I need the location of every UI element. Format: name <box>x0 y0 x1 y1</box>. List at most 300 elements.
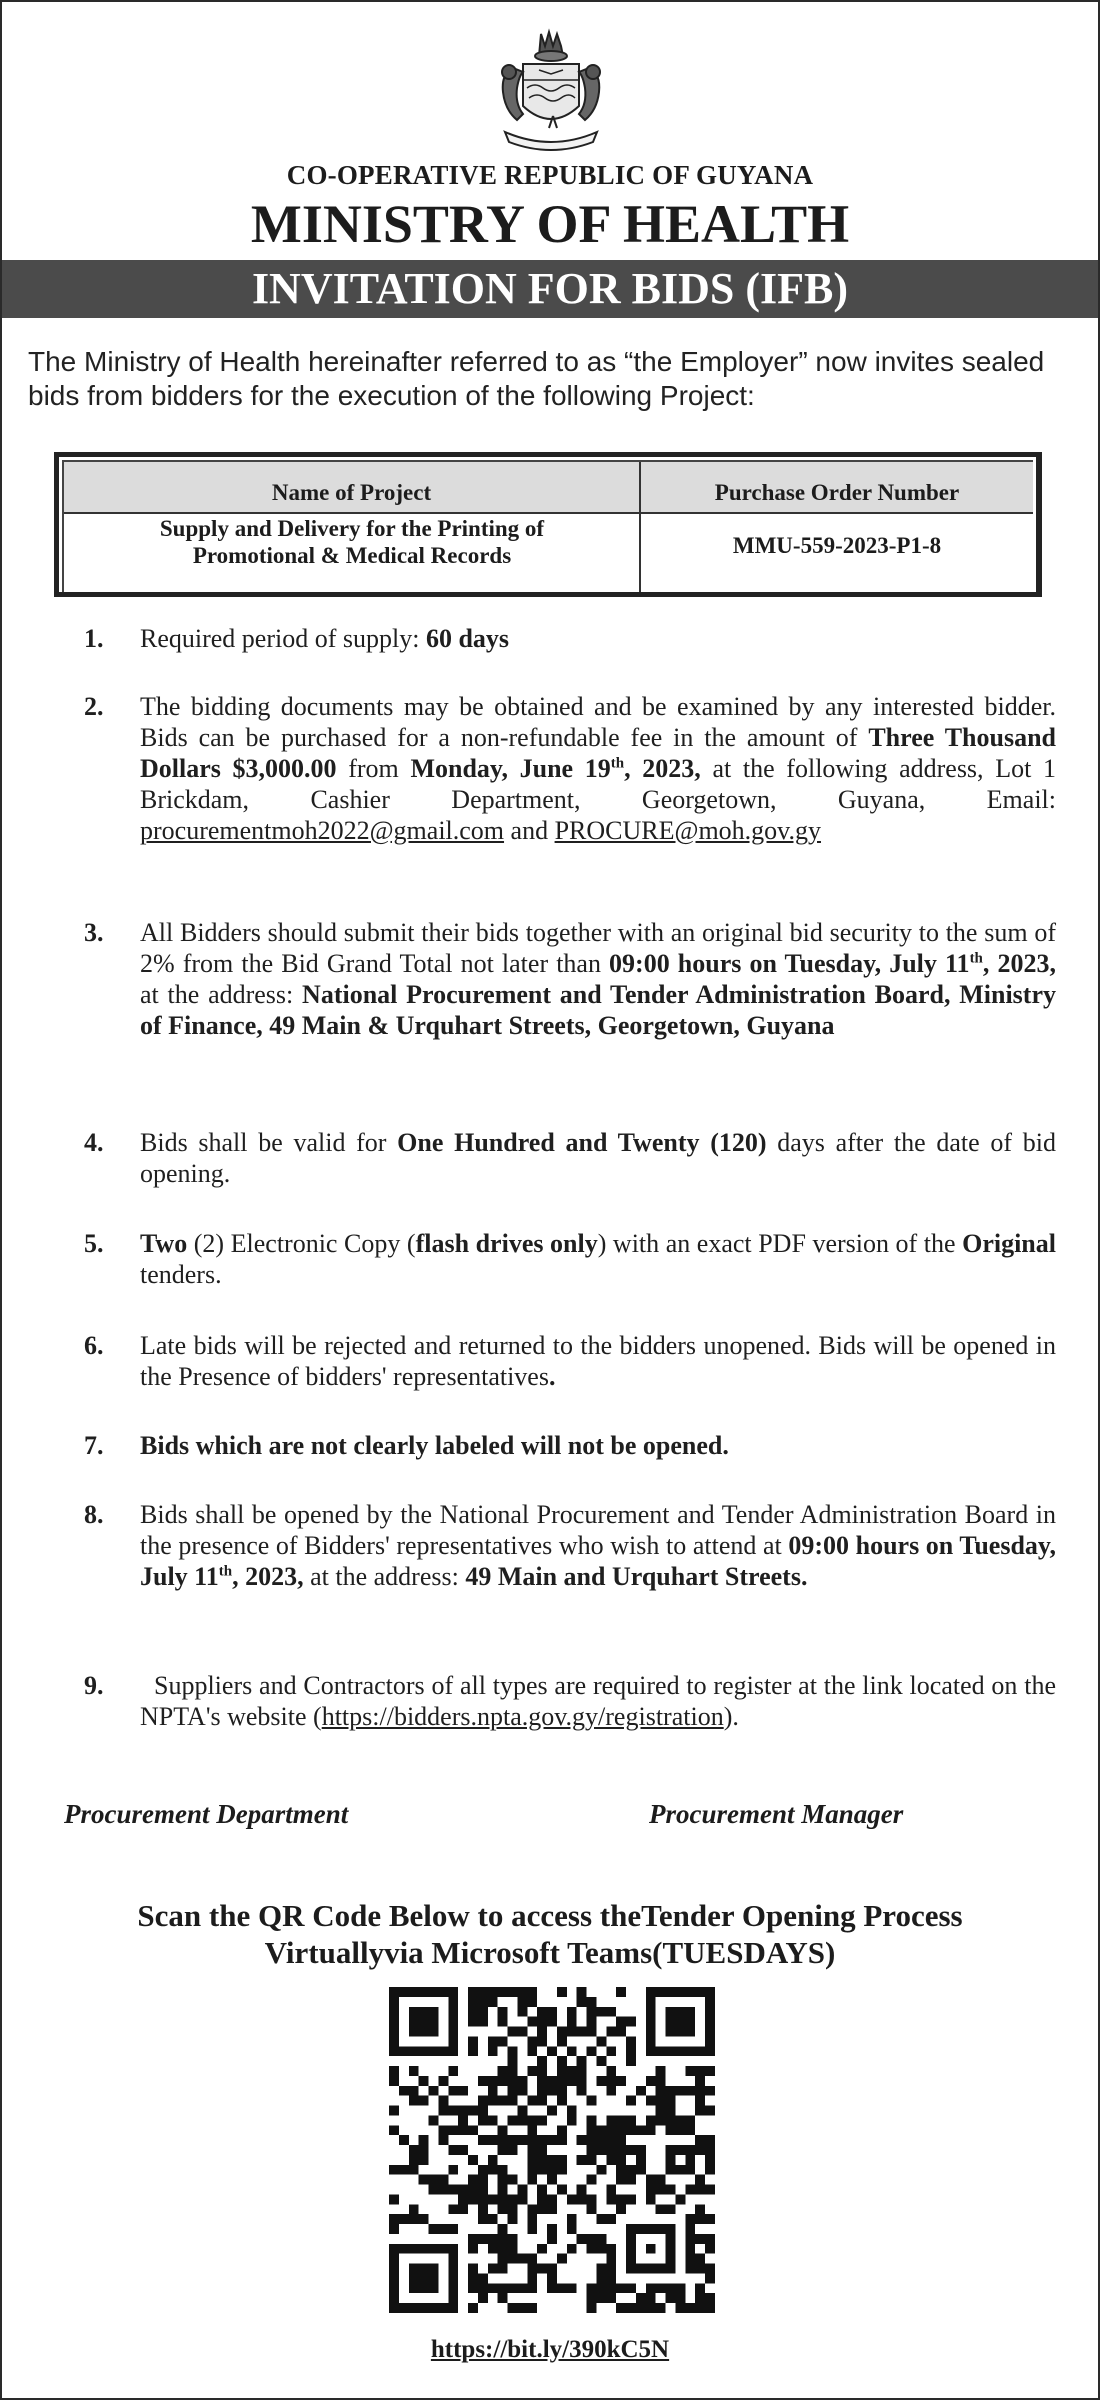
qr-module <box>685 2303 695 2313</box>
qr-module <box>508 2175 518 2185</box>
qr-module <box>656 2066 666 2076</box>
qr-module <box>498 2194 508 2204</box>
qr-module <box>478 2194 488 2204</box>
qr-module <box>596 2234 606 2244</box>
qr-module <box>438 2185 448 2195</box>
email-link-procure[interactable]: PROCURE@moh.gov.gy <box>554 816 821 845</box>
qr-module <box>389 2214 399 2224</box>
qr-module <box>517 2027 527 2037</box>
qr-module <box>508 2145 518 2155</box>
qr-module <box>537 2194 547 2204</box>
qr-module <box>557 2036 567 2046</box>
qr-module <box>587 1997 597 2007</box>
qr-module <box>517 2106 527 2116</box>
qr-module <box>517 2135 527 2145</box>
qr-module <box>557 2066 567 2076</box>
ifb-notice: CO-OPERATIVE REPUBLIC OF GUYANA MINISTRY OF HEALTH INVITATION FOR BIDS (IFB) The Ministry of Health hereinafter referred to as “the Employer” now invites sealed bids from bidders for the execution of the following Project: Name of Project Purchase Order Number Supply and Delivery for the Printing of Promotional & Medical Records MMU-559-2023-P1-8 1. Required period of supply: 60 days 2. The bidding documents may be obtained and be examined by any interested bidder. Bids can be purchased for a non-refundable fee in the amount of Three Thousand Dollars $3,000.00 from Monday, June 19th, 2023, at the following address, Lot 1 Brickdam, Cashier Department, Georgetown, Guyana, Email: procurementmoh2022@gmail.com and PROCURE@moh.gov.gy 3. All Bidders should submit their bids together with an original bid security to the sum of 2% from the Bid Grand Total not later than 09:00 hours on Tuesday, July 11th, 2023, at the address: National Procurement and Tender Administration Board, Ministry of Finance, 49 Main & Urquhart Streets, Georgetown, Guyana 4. Bids shall be valid for One Hundred and Twenty (120) days after the date of bid opening. 5. Two (2) Electronic Copy (flash drives only) with an exact PDF version of the Original tenders. 6. Late bids will be rejected and returned to the bidders unopened. Bids will be opened in the Presence of bidders' representatives. 7. Bids which are not clearly labeled will not be opened. 8. Bids shall be opened by the National Procurement and Tender Administration Board in the presence of Bidders' representatives who wish to attend at 09:00 hours on Tuesday, July 11th, 2023, at the address: 49 Main and Urquhart Streets. 9. Suppliers and Contractors of all types are required to register at the link located on the NPTA's website (https://bidders.npta.gov.gy/registration). Procurement Department Procurement Manager Scan the QR Code Below to access theTender Opening Process Virtuallyvia Microsoft Teams(TUESDAYS) https://bit.ly/390kC5N <box>0 0 1100 2400</box>
qr-module <box>606 2135 616 2145</box>
qr-module <box>695 2293 705 2303</box>
qr-instructions: Scan the QR Code Below to access theTender Opening Process Virtuallyvia Microsoft Teams(TUESDAYS) <box>137 1898 963 1970</box>
qr-module <box>606 2214 616 2224</box>
qr-module <box>517 2086 527 2096</box>
qr-module <box>695 2254 705 2264</box>
country-title: CO-OPERATIVE REPUBLIC OF GUYANA <box>286 160 814 190</box>
qr-module <box>508 2234 518 2244</box>
qr-module <box>537 2086 547 2096</box>
qr-module <box>606 2185 616 2195</box>
qr-module <box>675 2303 685 2313</box>
qr-module <box>695 2106 705 2116</box>
qr-module <box>419 2135 429 2145</box>
qr-module <box>458 2185 468 2195</box>
qr-module <box>705 2303 715 2313</box>
qr-module <box>498 2283 508 2293</box>
qr-module <box>606 2066 616 2076</box>
qr-module <box>577 1987 587 1997</box>
email-link-procurementmoh[interactable]: procurementmoh2022@gmail.com <box>140 816 505 845</box>
qr-module <box>527 2224 537 2234</box>
qr-module <box>389 2106 399 2116</box>
qr-module <box>606 2046 616 2056</box>
qr-module <box>498 2244 508 2254</box>
qr-module <box>577 2027 587 2037</box>
qr-module <box>508 2096 518 2106</box>
qr-module <box>468 2125 478 2135</box>
qr-module <box>438 2224 448 2234</box>
qr-module <box>547 2135 557 2145</box>
qr-module <box>488 1987 498 1997</box>
qr-module <box>656 2175 666 2185</box>
qr-module <box>527 2204 537 2214</box>
qr-module <box>389 2165 399 2175</box>
qr-module <box>498 2017 508 2027</box>
qr-module <box>557 2254 567 2264</box>
qr-module <box>517 2254 527 2264</box>
qr-module <box>399 2086 409 2096</box>
qr-module <box>646 2283 656 2293</box>
qr-module <box>438 2106 448 2116</box>
qr-module <box>587 2125 597 2135</box>
qr-module <box>389 2066 399 2076</box>
qr-module <box>685 2066 695 2076</box>
qr-module <box>587 2283 597 2293</box>
qr-module <box>666 2155 676 2165</box>
qr-module <box>448 2066 458 2076</box>
qr-module <box>448 2106 458 2116</box>
qr-module <box>419 2155 429 2165</box>
qr-module <box>567 2214 577 2224</box>
qr-code-icon[interactable] <box>389 1987 715 2313</box>
qr-module <box>606 2027 616 2037</box>
qr-module <box>587 2244 597 2254</box>
qr-module <box>675 2194 685 2204</box>
qr-module <box>666 2185 676 2195</box>
qr-module <box>547 2194 557 2204</box>
qr-module <box>557 2155 567 2165</box>
qr-module <box>636 2293 646 2303</box>
qr-module <box>705 2086 715 2096</box>
qr-module <box>537 2076 547 2086</box>
qr-module <box>517 2303 527 2313</box>
qr-module <box>685 2086 695 2096</box>
qr-module <box>537 2017 547 2027</box>
qr-module <box>478 2175 488 2185</box>
qr-module <box>675 2125 685 2135</box>
qr-module <box>488 2115 498 2125</box>
qr-module <box>537 2066 547 2076</box>
qr-module <box>537 2056 547 2066</box>
qr-module <box>587 2175 597 2185</box>
qr-module <box>685 2264 695 2274</box>
qr-module <box>488 2086 498 2096</box>
qr-module <box>527 2125 537 2135</box>
qr-module <box>695 2175 705 2185</box>
qr-module <box>705 2165 715 2175</box>
qr-module <box>389 2194 399 2204</box>
qr-module <box>547 2155 557 2165</box>
qr-module <box>636 2145 646 2155</box>
qr-module <box>646 2175 656 2185</box>
qr-module <box>705 2106 715 2116</box>
qr-module <box>498 2293 508 2303</box>
qr-module <box>488 2135 498 2145</box>
qr-module <box>508 2056 518 2066</box>
qr-module <box>498 2135 508 2145</box>
purchase-order-cell: MMU-559-2023-P1-8 <box>732 533 942 558</box>
qr-module <box>606 2283 616 2293</box>
qr-module <box>547 2007 557 2017</box>
qr-module <box>478 2283 488 2293</box>
qr-module <box>616 2135 626 2145</box>
qr-module <box>448 2165 458 2175</box>
qr-module <box>498 2175 508 2185</box>
qr-module <box>616 2165 626 2175</box>
qr-module <box>468 1987 478 1997</box>
qr-module <box>498 2234 508 2244</box>
qr-module <box>557 1987 567 1997</box>
qr-module <box>567 2115 577 2125</box>
qr-module <box>547 2086 557 2096</box>
qr-module <box>666 2283 676 2293</box>
qr-module <box>508 2135 518 2145</box>
qr-module <box>596 2214 606 2224</box>
qr-module <box>527 2254 537 2264</box>
qr-module <box>705 2145 715 2155</box>
qr-module <box>626 2194 636 2204</box>
qr-module <box>587 2145 597 2155</box>
qr-module <box>527 2017 537 2027</box>
qr-module <box>587 2194 597 2204</box>
qr-module <box>616 2175 626 2185</box>
qr-module <box>557 2283 567 2293</box>
qr-module <box>488 2214 498 2224</box>
qr-module <box>577 2155 587 2165</box>
qr-module <box>448 2145 458 2155</box>
qr-module <box>646 2303 656 2313</box>
qr-module <box>458 2204 468 2214</box>
qr-module <box>596 2135 606 2145</box>
qr-module <box>478 2115 488 2125</box>
qr-module <box>527 1997 537 2007</box>
qr-module <box>478 2017 488 2027</box>
project-name-cell: Supply and Delivery for the Printing of Promotional & Medical Records <box>159 516 545 568</box>
qr-module <box>448 2204 458 2214</box>
qr-module <box>705 2234 715 2244</box>
qr-module <box>685 2155 695 2165</box>
qr-module <box>646 2185 656 2195</box>
qr-module <box>498 2224 508 2234</box>
qr-module <box>409 2204 419 2214</box>
qr-module <box>626 2125 636 2135</box>
qr-module <box>705 2244 715 2254</box>
qr-module <box>488 2096 498 2106</box>
qr-module <box>695 2086 705 2096</box>
qr-module <box>537 2115 547 2125</box>
qr-module <box>557 2086 567 2096</box>
qr-module <box>616 2303 626 2313</box>
qr-module <box>478 2234 488 2244</box>
qr-module <box>438 2125 448 2135</box>
qr-module <box>537 2027 547 2037</box>
qr-module <box>666 2204 676 2214</box>
qr-module <box>498 2125 508 2135</box>
qr-module <box>587 2046 597 2056</box>
qr-module <box>626 2096 636 2106</box>
qr-module <box>666 2165 676 2175</box>
qr-module <box>438 2135 448 2145</box>
qr-module <box>478 2165 488 2175</box>
qr-module <box>468 1997 478 2007</box>
qr-module <box>498 2066 508 2076</box>
qr-module <box>656 2096 666 2106</box>
qr-module <box>606 2155 616 2165</box>
qr-module <box>527 1987 537 1997</box>
qr-module <box>666 2145 676 2155</box>
qr-module <box>646 2076 656 2086</box>
qr-module <box>616 2194 626 2204</box>
qr-module <box>666 2293 676 2303</box>
qr-module <box>458 2086 468 2096</box>
qr-module <box>468 2175 478 2185</box>
qr-module <box>527 2165 537 2175</box>
qr-module <box>675 2165 685 2175</box>
qr-module <box>468 2036 478 2046</box>
qr-module <box>429 2175 439 2185</box>
qr-module <box>547 2234 557 2244</box>
qr-module <box>508 2115 518 2125</box>
qr-module <box>656 2185 666 2195</box>
qr-module <box>399 2135 409 2145</box>
qr-module <box>468 2303 478 2313</box>
qr-module <box>508 2244 518 2254</box>
qr-module <box>478 2007 488 2017</box>
qr-module <box>616 2027 626 2037</box>
qr-module <box>478 2293 488 2303</box>
qr-module <box>606 2194 616 2204</box>
qr-module <box>498 2076 508 2086</box>
qr-module <box>537 2145 547 2155</box>
qr-module <box>685 2224 695 2234</box>
qr-module <box>478 2076 488 2086</box>
qr-module <box>508 2194 518 2204</box>
qr-module <box>557 2165 567 2175</box>
qr-module <box>468 2017 478 2027</box>
qr-module <box>705 2155 715 2165</box>
qr-module <box>547 2017 557 2027</box>
qr-module <box>666 2086 676 2096</box>
qr-module <box>488 2155 498 2165</box>
qr-module <box>577 1997 587 2007</box>
qr-module <box>656 2076 666 2086</box>
qr-module <box>636 2303 646 2313</box>
qr-module <box>488 1997 498 2007</box>
qr-module <box>527 2303 537 2313</box>
qr-module <box>537 2185 547 2195</box>
qr-module <box>695 2214 705 2224</box>
qr-module <box>626 2175 636 2185</box>
qr-module <box>498 2254 508 2264</box>
qr-module <box>577 2066 587 2076</box>
qr-module <box>567 2224 577 2234</box>
qr-module <box>626 2056 636 2066</box>
qr-module <box>577 2056 587 2066</box>
qr-module <box>705 2273 715 2283</box>
qr-module <box>527 2066 537 2076</box>
qr-module <box>587 2007 597 2017</box>
qr-module <box>636 2086 646 2096</box>
qr-module <box>685 2254 695 2264</box>
qr-short-link[interactable]: https://bit.ly/390kC5N <box>430 2336 670 2363</box>
qr-module <box>567 2066 577 2076</box>
qr-module <box>498 2185 508 2195</box>
qr-module <box>587 2027 597 2037</box>
qr-module <box>557 2135 567 2145</box>
qr-module <box>626 2145 636 2155</box>
qr-module <box>478 2096 488 2106</box>
qr-module <box>478 2135 488 2145</box>
qr-module <box>537 2036 547 2046</box>
qr-module <box>685 2125 695 2135</box>
qr-module <box>537 2165 547 2175</box>
qr-module <box>527 2115 537 2125</box>
qr-module <box>508 2076 518 2086</box>
qr-module <box>596 2273 606 2283</box>
qr-module <box>596 2283 606 2293</box>
qr-module <box>468 2106 478 2116</box>
qr-module <box>488 2036 498 2046</box>
qr-module <box>399 2214 409 2224</box>
qr-module <box>468 2283 478 2293</box>
qr-module <box>527 2036 537 2046</box>
qr-module <box>527 2046 537 2056</box>
qr-module <box>685 2145 695 2155</box>
qr-module <box>626 2046 636 2056</box>
qr-module <box>409 2145 419 2155</box>
qr-module <box>596 2264 606 2274</box>
qr-module <box>675 2086 685 2096</box>
qr-module <box>557 2096 567 2106</box>
qr-module <box>695 2185 705 2195</box>
qr-module <box>606 2254 616 2264</box>
qr-module <box>498 1987 508 1997</box>
qr-module <box>646 2194 656 2204</box>
npta-registration-link[interactable]: https://bidders.npta.gov.gy/registration <box>321 1702 724 1731</box>
qr-module <box>429 2115 439 2125</box>
qr-module <box>705 2135 715 2145</box>
qr-module <box>656 2115 666 2125</box>
qr-module <box>626 2036 636 2046</box>
qr-module <box>606 2293 616 2303</box>
qr-module <box>695 2303 705 2313</box>
qr-module <box>636 2165 646 2175</box>
qr-module <box>419 2175 429 2185</box>
qr-module <box>409 2214 419 2224</box>
qr-module <box>498 2264 508 2274</box>
qr-module <box>547 2106 557 2116</box>
qr-module <box>498 2036 508 2046</box>
qr-module <box>547 2046 557 2056</box>
qr-module <box>675 2293 685 2303</box>
qr-module <box>587 2155 597 2165</box>
qr-module <box>567 2017 577 2027</box>
qr-module <box>685 2234 695 2244</box>
qr-module <box>458 2194 468 2204</box>
qr-module <box>587 2135 597 2145</box>
qr-module <box>616 2155 626 2165</box>
qr-module <box>517 2007 527 2017</box>
qr-module <box>478 2204 488 2214</box>
qr-module <box>656 2106 666 2116</box>
intro-paragraph: The Ministry of Health hereinafter referred to as “the Employer” now invites sealed bids from bidders for the execution of the following Project: <box>28 346 1045 411</box>
qr-module <box>685 2214 695 2224</box>
qr-module <box>577 2135 587 2145</box>
qr-module <box>685 2165 695 2175</box>
qr-module <box>695 2145 705 2155</box>
qr-module <box>468 2234 478 2244</box>
qr-module <box>547 2273 557 2283</box>
qr-module <box>567 2283 577 2293</box>
qr-module <box>389 2224 399 2234</box>
qr-module <box>606 2007 616 2017</box>
qr-module <box>488 2264 498 2274</box>
qr-module <box>517 1997 527 2007</box>
qr-module <box>458 2145 468 2155</box>
qr-module <box>557 2125 567 2135</box>
qr-module <box>567 2194 577 2204</box>
qr-module <box>488 2234 498 2244</box>
qr-module <box>527 2145 537 2155</box>
qr-module <box>468 2273 478 2283</box>
qr-module <box>478 1987 488 1997</box>
qr-module <box>517 2115 527 2125</box>
qr-module <box>616 2283 626 2293</box>
qr-module <box>468 2007 478 2017</box>
qr-module <box>626 2017 636 2027</box>
qr-module <box>577 2194 587 2204</box>
qr-module <box>626 2303 636 2313</box>
qr-module <box>478 2273 488 2283</box>
qr-module <box>656 2086 666 2096</box>
qr-module <box>537 2264 547 2274</box>
qr-module <box>488 2165 498 2175</box>
qr-module <box>429 2086 439 2096</box>
qr-module <box>458 2125 468 2135</box>
qr-module <box>537 2007 547 2017</box>
qr-module <box>498 2096 508 2106</box>
qr-module <box>498 2204 508 2214</box>
qr-module <box>419 2145 429 2155</box>
qr-module <box>409 2086 419 2096</box>
